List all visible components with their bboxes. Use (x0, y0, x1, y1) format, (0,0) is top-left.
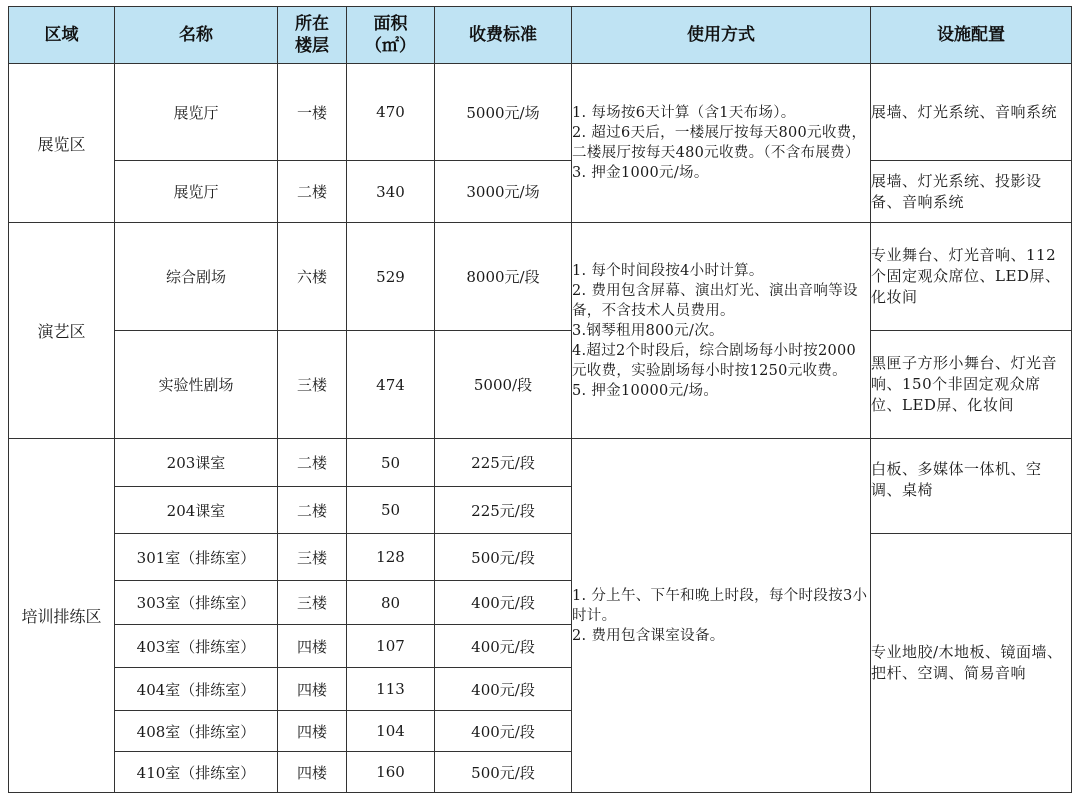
venue-area: 128 (347, 534, 435, 581)
venue-fee: 5000元/场 (435, 64, 572, 161)
header-row (9, 7, 1072, 64)
venue-fee: 5000/段 (435, 331, 572, 439)
region-performance: 演艺区 (9, 223, 115, 439)
venue-floor: 四楼 (278, 752, 347, 793)
header-fee: 收费标准 (435, 7, 572, 64)
usage-training: 1. 分上午、下午和晚上时段，每个时段按3小时计。 2. 费用包含课室设备。 (572, 439, 871, 793)
venue-fee: 225元/段 (435, 487, 572, 534)
venue-floor: 二楼 (278, 439, 347, 487)
facilities-experimental-theatre: 黑匣子方形小舞台、灯光音响、150个非固定观众席位、LED屏、化妆间 (871, 331, 1072, 439)
header-region: 区域 (9, 7, 115, 64)
header-facilities: 设施配置 (871, 7, 1072, 64)
venue-fee: 400元/段 (435, 581, 572, 625)
table-row (9, 534, 1072, 581)
venue-area: 50 (347, 439, 435, 487)
venue-fee: 400元/段 (435, 711, 572, 752)
venue-area: 80 (347, 581, 435, 625)
usage-exhibition: 1. 每场按6天计算（含1天布场）。 2. 超过6天后，一楼展厅按每天800元收费，二楼展厅按每天480元收费。（不含布展费） 3. 押金1000元/场。 (572, 64, 871, 223)
venue-floor: 三楼 (278, 331, 347, 439)
venue-name: 303室（排练室） (115, 581, 278, 625)
header-area-line2: （㎡） (365, 36, 416, 56)
header-floor-line2: 楼层 (295, 36, 329, 56)
venue-name: 展览厅 (115, 64, 278, 161)
venue-fee: 3000元/场 (435, 161, 572, 223)
venue-area: 113 (347, 668, 435, 711)
venue-floor: 三楼 (278, 581, 347, 625)
usage-performance: 1. 每个时间段按4小时计算。 2. 费用包含屏幕、演出灯光、演出音响等设备，不含技术人员费用。 3.钢琴租用800元/次。 4.超过2个时段后，综合剧场每小时按2000元收费，实验剧场每小时按1250元收费。 5. 押金10000元/场。 (572, 223, 871, 439)
venue-floor: 四楼 (278, 625, 347, 668)
venue-name: 403室（排练室） (115, 625, 278, 668)
venue-floor: 六楼 (278, 223, 347, 331)
header-floor-line1: 所在 (295, 14, 329, 34)
header-area-line1: 面积 (373, 14, 408, 34)
venue-name: 展览厅 (115, 161, 278, 223)
venue-name: 204课室 (115, 487, 278, 534)
table-row (9, 331, 1072, 439)
venue-floor: 一楼 (278, 64, 347, 161)
table-row (9, 161, 1072, 223)
venue-fee: 8000元/段 (435, 223, 572, 331)
venue-name: 综合剧场 (115, 223, 278, 331)
venue-name: 404室（排练室） (115, 668, 278, 711)
header-floor (278, 7, 347, 64)
region-exhibition: 展览区 (9, 64, 115, 223)
venue-fee: 225元/段 (435, 439, 572, 487)
header-usage: 使用方式 (572, 7, 871, 64)
table-row (9, 64, 1072, 161)
facilities-classroom: 白板、多媒体一体机、空调、桌椅 (871, 439, 1072, 534)
table-row (9, 439, 1072, 487)
table-row (9, 223, 1072, 331)
venue-fee: 500元/段 (435, 534, 572, 581)
venue-name: 203课室 (115, 439, 278, 487)
header-area (347, 7, 435, 64)
venue-area: 474 (347, 331, 435, 439)
venue-fee: 400元/段 (435, 668, 572, 711)
facilities-exhibition-1f: 展墙、灯光系统、音响系统 (871, 64, 1072, 161)
header-name: 名称 (115, 7, 278, 64)
facilities-exhibition-2f: 展墙、灯光系统、投影设备、音响系统 (871, 161, 1072, 223)
venue-name: 实验性剧场 (115, 331, 278, 439)
venue-floor: 二楼 (278, 487, 347, 534)
venue-area: 50 (347, 487, 435, 534)
facilities-theatre: 专业舞台、灯光音响、112个固定观众席位、LED屏、化妆间 (871, 223, 1072, 331)
venue-name: 408室（排练室） (115, 711, 278, 752)
venue-area: 470 (347, 64, 435, 161)
venue-floor: 四楼 (278, 668, 347, 711)
venue-floor: 二楼 (278, 161, 347, 223)
venue-area: 107 (347, 625, 435, 668)
region-training: 培训排练区 (9, 439, 115, 793)
venue-area: 529 (347, 223, 435, 331)
venue-fee-table (8, 6, 1072, 793)
facilities-rehearsal: 专业地胶/木地板、镜面墙、把杆、空调、简易音响 (871, 534, 1072, 793)
venue-area: 160 (347, 752, 435, 793)
venue-name: 301室（排练室） (115, 534, 278, 581)
venue-area: 104 (347, 711, 435, 752)
venue-area: 340 (347, 161, 435, 223)
venue-fee: 400元/段 (435, 625, 572, 668)
venue-floor: 三楼 (278, 534, 347, 581)
venue-name: 410室（排练室） (115, 752, 278, 793)
venue-fee: 500元/段 (435, 752, 572, 793)
venue-floor: 四楼 (278, 711, 347, 752)
